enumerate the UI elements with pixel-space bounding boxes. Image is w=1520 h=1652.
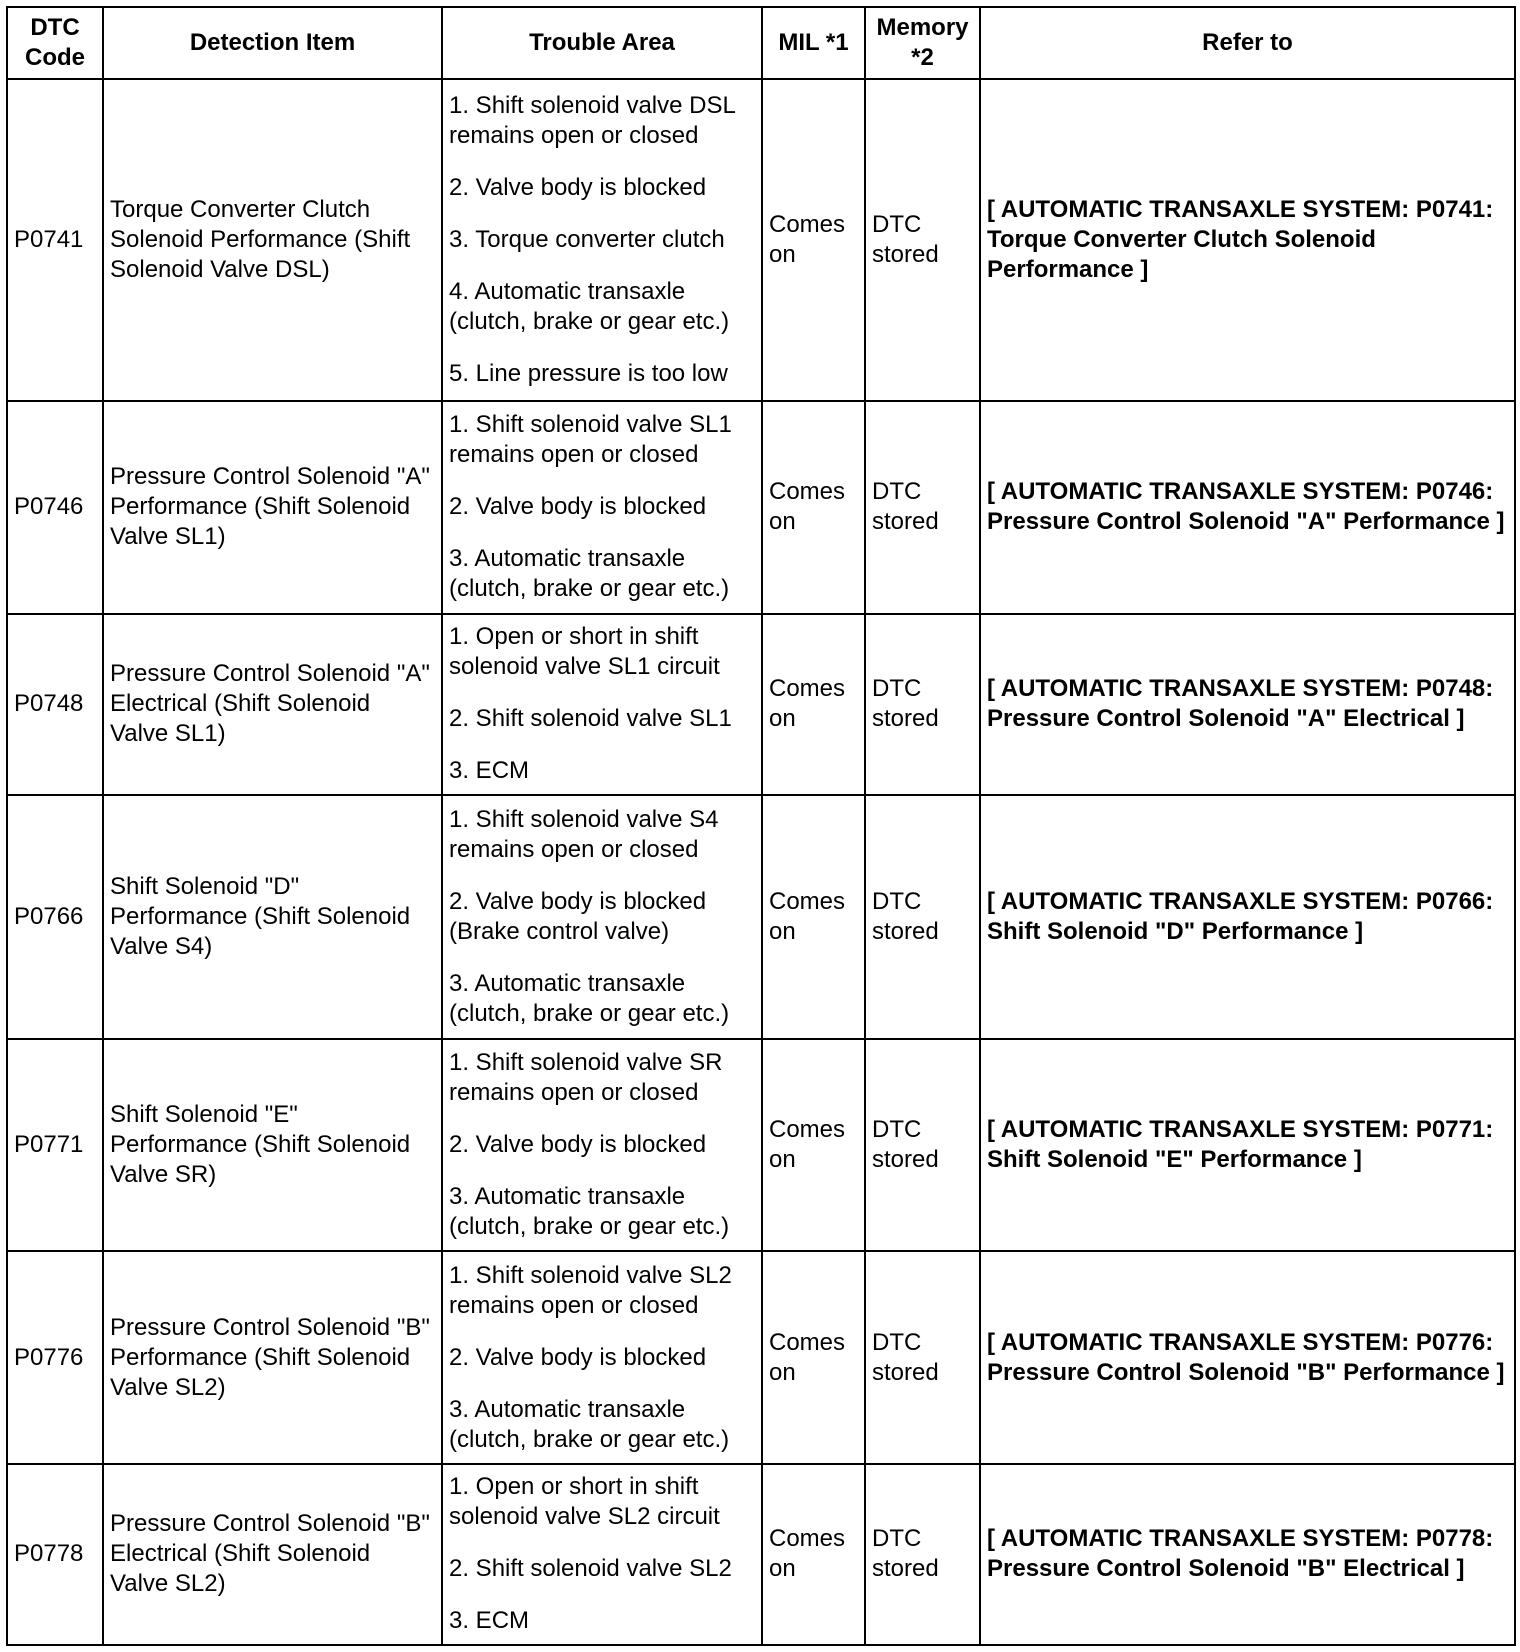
trouble-area-item: 1. Shift solenoid valve SL1 remains open or closed [449, 411, 732, 469]
table-row [7, 795, 1515, 1039]
memory-cell: DTC stored [865, 795, 980, 1039]
trouble-area-cell [442, 401, 762, 614]
table-row [7, 1464, 1515, 1645]
refer-to-cell: [ AUTOMATIC TRANSAXLE SYSTEM: P0766: Shift Solenoid "D" Performance ] [980, 795, 1515, 1039]
header-detection-item: Detection Item [103, 7, 442, 79]
trouble-area-item: 3. ECM [449, 1607, 530, 1635]
table-body [7, 79, 1515, 1645]
memory-cell: DTC stored [865, 1039, 980, 1252]
refer-to-cell: [ AUTOMATIC TRANSAXLE SYSTEM: P0746: Pressure Control Solenoid "A" Performance ] [980, 401, 1515, 614]
trouble-area-cell [442, 1039, 762, 1252]
trouble-area-item: 5. Line pressure is too low [449, 360, 728, 388]
dtc-code-cell: P0771 [7, 1039, 103, 1252]
header-row [7, 7, 1515, 79]
table-row [7, 1039, 1515, 1252]
trouble-area-cell [442, 1251, 762, 1464]
trouble-area-item: 2. Valve body is blocked (Brake control valve) [449, 887, 707, 945]
refer-to-cell: [ AUTOMATIC TRANSAXLE SYSTEM: P0748: Pressure Control Solenoid "A" Electrical ] [980, 614, 1515, 795]
table-row [7, 401, 1515, 614]
trouble-area-item: 3. Automatic transaxle (clutch, brake or gear etc.) [449, 969, 730, 1027]
detection-item-cell: Pressure Control Solenoid "B" Performance (Shift Solenoid Valve SL2) [103, 1251, 442, 1464]
memory-cell: DTC stored [865, 79, 980, 401]
memory-cell: DTC stored [865, 614, 980, 795]
dtc-code-cell: P0741 [7, 79, 103, 401]
trouble-area-item: 3. Automatic transaxle (clutch, brake or gear etc.) [449, 1183, 730, 1241]
trouble-area-cell [442, 795, 762, 1039]
trouble-area-item: 4. Automatic transaxle (clutch, brake or gear etc.) [449, 278, 730, 336]
mil-cell: Comes on [762, 1251, 865, 1464]
trouble-area-cell [442, 79, 762, 401]
header-mil: MIL *1 [762, 7, 865, 79]
refer-to-cell: [ AUTOMATIC TRANSAXLE SYSTEM: P0741: Torque Converter Clutch Solenoid Performance ] [980, 79, 1515, 401]
trouble-area-item: 1. Shift solenoid valve S4 remains open or closed [449, 805, 719, 863]
trouble-area-cell [442, 1464, 762, 1645]
memory-cell: DTC stored [865, 1464, 980, 1645]
header-refer-to: Refer to [980, 7, 1515, 79]
trouble-area-item: 2. Shift solenoid valve SL1 [449, 705, 732, 733]
trouble-area-cell [442, 614, 762, 795]
detection-item-cell: Torque Converter Clutch Solenoid Performance (Shift Solenoid Valve DSL) [103, 79, 442, 401]
mil-cell: Comes on [762, 614, 865, 795]
header-dtc-code: DTC Code [7, 7, 103, 79]
refer-to-cell: [ AUTOMATIC TRANSAXLE SYSTEM: P0776: Pressure Control Solenoid "B" Performance ] [980, 1251, 1515, 1464]
trouble-area-item: 2. Valve body is blocked [449, 493, 707, 521]
mil-cell: Comes on [762, 79, 865, 401]
detection-item-cell: Pressure Control Solenoid "A" Performance (Shift Solenoid Valve SL1) [103, 401, 442, 614]
table-row [7, 1251, 1515, 1464]
trouble-area-item: 1. Open or short in shift solenoid valve SL2 circuit [449, 1473, 720, 1531]
trouble-area-item: 1. Shift solenoid valve DSL remains open or closed [449, 92, 735, 150]
detection-item-cell: Pressure Control Solenoid "B" Electrical (Shift Solenoid Valve SL2) [103, 1464, 442, 1645]
trouble-area-item: 3. Torque converter clutch [449, 226, 725, 254]
trouble-area-item: 2. Valve body is blocked [449, 174, 707, 202]
trouble-area-item: 1. Shift solenoid valve SR remains open or closed [449, 1049, 723, 1107]
table-row [7, 79, 1515, 401]
dtc-code-cell: P0776 [7, 1251, 103, 1464]
refer-to-cell: [ AUTOMATIC TRANSAXLE SYSTEM: P0771: Shift Solenoid "E" Performance ] [980, 1039, 1515, 1252]
trouble-area-item: 2. Valve body is blocked [449, 1343, 707, 1371]
dtc-code-cell: P0766 [7, 795, 103, 1039]
table-row [7, 614, 1515, 795]
trouble-area-item: 3. ECM [449, 757, 530, 785]
dtc-code-cell: P0748 [7, 614, 103, 795]
trouble-area-item: 3. Automatic transaxle (clutch, brake or gear etc.) [449, 545, 730, 603]
dtc-code-cell: P0746 [7, 401, 103, 614]
header-trouble-area: Trouble Area [442, 7, 762, 79]
mil-cell: Comes on [762, 401, 865, 614]
mil-cell: Comes on [762, 795, 865, 1039]
dtc-table [6, 6, 1516, 1646]
trouble-area-item: 1. Shift solenoid valve SL2 remains open or closed [449, 1261, 732, 1319]
memory-cell: DTC stored [865, 401, 980, 614]
detection-item-cell: Pressure Control Solenoid "A" Electrical (Shift Solenoid Valve SL1) [103, 614, 442, 795]
dtc-code-cell: P0778 [7, 1464, 103, 1645]
mil-cell: Comes on [762, 1464, 865, 1645]
detection-item-cell: Shift Solenoid "E" Performance (Shift Solenoid Valve SR) [103, 1039, 442, 1252]
trouble-area-item: 2. Shift solenoid valve SL2 [449, 1555, 732, 1583]
trouble-area-item: 1. Open or short in shift solenoid valve SL1 circuit [449, 623, 720, 681]
mil-cell: Comes on [762, 1039, 865, 1252]
header-memory: Memory *2 [865, 7, 980, 79]
trouble-area-item: 3. Automatic transaxle (clutch, brake or gear etc.) [449, 1395, 730, 1453]
memory-cell: DTC stored [865, 1251, 980, 1464]
refer-to-cell: [ AUTOMATIC TRANSAXLE SYSTEM: P0778: Pressure Control Solenoid "B" Electrical ] [980, 1464, 1515, 1645]
trouble-area-item: 2. Valve body is blocked [449, 1131, 707, 1159]
detection-item-cell: Shift Solenoid "D" Performance (Shift Solenoid Valve S4) [103, 795, 442, 1039]
